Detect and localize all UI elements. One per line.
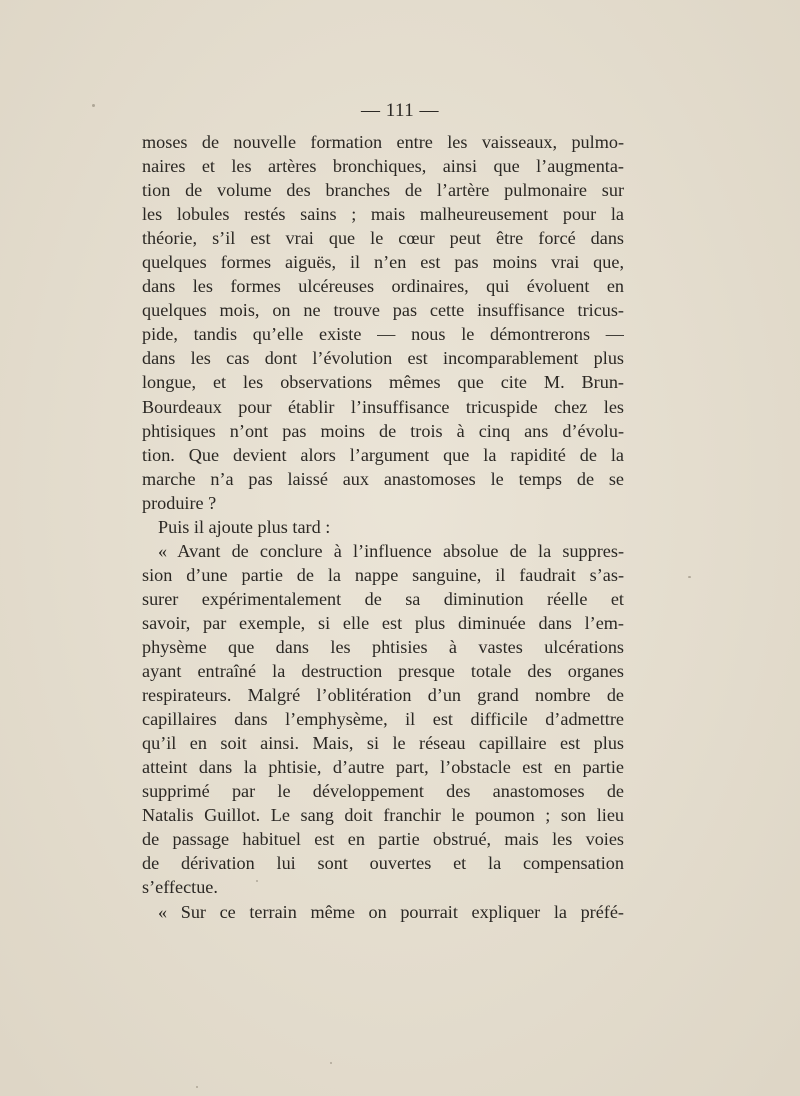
text-line: atteint dans la phtisie, d’autre part, l’obstacle est en partie [142,757,624,778]
text-line: « Avant de conclure à l’influence absolue de la suppres- [158,540,624,561]
text-line: phtisiques n’ont pas moins de trois à cinq ans d’évolu- [142,420,624,441]
text-line: savoir, par exemple, si elle est plus diminuée dans l’em- [142,612,624,633]
text-line: pide, tandis qu’elle existe — nous le démontrerons — [142,324,624,345]
text-line: Bourdeaux pour établir l’insuffisance tricuspide chez les [142,396,624,417]
text-line: dans les formes ulcéreuses ordinaires, qui évoluent en [142,276,624,297]
body-text [142,130,624,924]
paper-speck [196,1086,198,1088]
text-line: respirateurs. Malgré l’oblitération d’un grand nombre de [142,685,624,706]
text-line: les lobules restés sains ; mais malheureusement pour la [142,204,624,225]
text-line: tion. Que devient alors l’argument que la rapidité de la [142,444,624,465]
page-number: — 111 — [360,100,440,121]
paper-speck [256,880,258,882]
text-line: de passage habituel est en partie obstrué, mais les voies [142,829,624,850]
text-line: surer expérimentalement de sa diminution réelle et [142,588,624,609]
text-line: dans les cas dont l’évolution est incomparablement plus [142,348,624,369]
text-line: physème que dans les phtisies à vastes ulcérations [142,636,624,657]
text-line: théorie, s’il est vrai que le cœur peut être forcé dans [142,228,624,249]
paper-speck [92,104,95,107]
text-line: Puis il ajoute plus tard : [158,516,331,537]
text-line: naires et les artères bronchiques, ainsi que l’augmenta- [142,156,624,177]
text-line: capillaires dans l’emphysème, il est difficile d’admettre [142,709,624,730]
paper-speck [688,576,691,578]
text-line: ayant entraîné la destruction presque totale des organes [142,661,624,682]
text-line: moses de nouvelle formation entre les vaisseaux, pulmo- [142,132,624,152]
text-line: « Sur ce terrain même on pourrait expliquer la préfé- [158,901,624,922]
text-line: de dérivation lui sont ouvertes et la compensation [142,853,624,874]
text-line: sion d’une partie de la nappe sanguine, il faudrait s’as- [142,564,624,585]
text-line: produire ? [142,492,217,513]
paper-speck [330,1062,332,1064]
text-line: longue, et les observations mêmes que cite M. Brun- [142,372,624,393]
text-line: s’effectue. [142,877,218,898]
text-line: marche n’a pas laissé aux anastomoses le temps de se [142,468,624,489]
text-line: quelques formes aiguës, il n’en est pas moins vrai que, [142,252,624,273]
text-line: qu’il en soit ainsi. Mais, si le réseau capillaire est plus [142,733,624,754]
text-line: quelques mois, on ne trouve pas cette insuffisance tricus- [142,300,624,321]
text-line: supprimé par le développement des anastomoses de [142,781,624,802]
text-line: Natalis Guillot. Le sang doit franchir le poumon ; son lieu [142,805,624,826]
text-line: tion de volume des branches de l’artère pulmonaire sur [142,180,624,201]
